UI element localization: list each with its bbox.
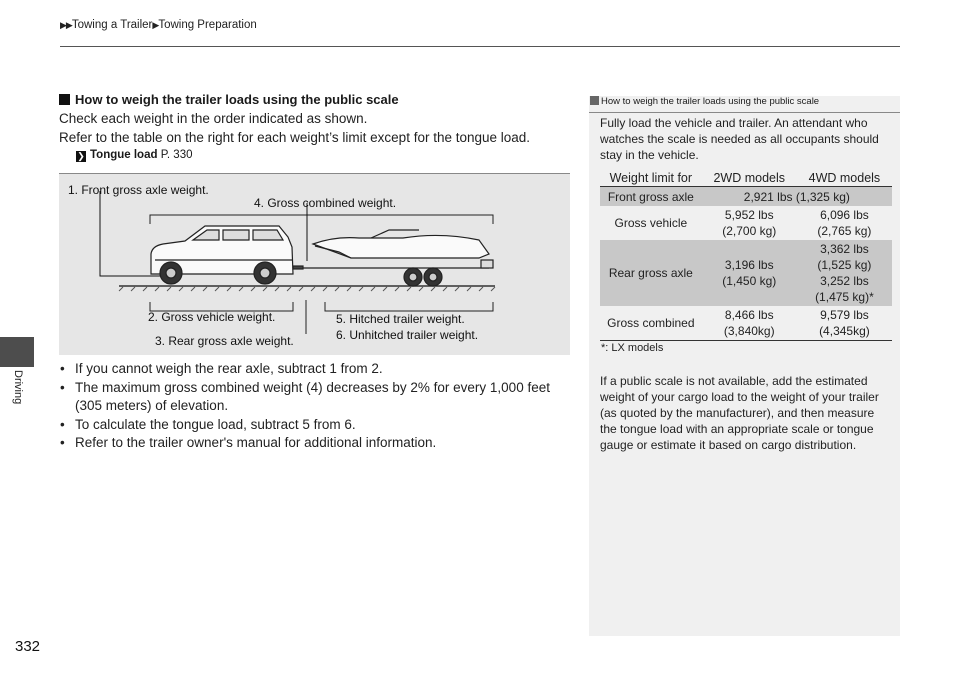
list-item: • If you cannot weigh the rear axle, subtract 1 from 2.: [59, 360, 574, 379]
header-divider: [60, 46, 900, 47]
chapter-tab-marker: [0, 337, 34, 367]
table-cell: 2,921 lbs (1,325 kg): [702, 187, 892, 207]
table-row: [600, 240, 892, 306]
table-row: [600, 206, 892, 240]
label-gross-combined: 4. Gross combined weight.: [254, 196, 397, 210]
page-number: 332: [15, 638, 41, 655]
suv-vehicle: [151, 226, 303, 284]
breadcrumb-item-towing-preparation[interactable]: Towing Preparation: [158, 19, 257, 31]
section-square-icon: [59, 94, 70, 105]
boat-trailer: [303, 230, 493, 286]
row-label: Rear gross axle: [600, 240, 702, 306]
table-cell: 8,466 lbs (3,840kg): [702, 306, 797, 341]
breadcrumb-item-towing-a-trailer[interactable]: Towing a Trailer: [71, 19, 153, 31]
table-cell: 5,952 lbs (2,700 kg): [722, 208, 777, 238]
table-header: 2WD models: [702, 170, 797, 187]
row-label: Gross combined: [600, 306, 702, 341]
xref-page: P. 330: [160, 149, 193, 161]
table-cell: 9,579 lbs (4,345kg): [797, 306, 892, 341]
list-item: • Refer to the trailer owner's manual for additional information.: [59, 434, 574, 453]
row-label: Gross vehicle: [614, 216, 688, 230]
table-footnote: *: LX models: [601, 342, 664, 354]
xref-arrow-icon: ❯: [77, 151, 85, 161]
list-item: • To calculate the tongue load, subtract 5 from 6.: [59, 416, 574, 435]
table-header-row: [600, 170, 892, 187]
table-header: 4WD models: [797, 170, 892, 187]
ground-hatching: [119, 287, 495, 291]
xref-label: Tongue load: [90, 149, 158, 161]
section-title: [59, 92, 399, 107]
note-icon: [590, 96, 599, 105]
side-note-title: [589, 96, 900, 113]
side-note-title-text: How to weigh the trailer loads using the public scale: [601, 96, 820, 107]
table-cell: 6,096 lbs (2,765 kg): [817, 208, 872, 238]
table-row: [600, 187, 892, 207]
weight-limit-table: [600, 170, 892, 341]
gross-combined-bracket: [150, 215, 493, 224]
side-note-intro: Fully load the vehicle and trailer. An attendant who watches the scale is needed as all occupants should stay in the vehicle.: [600, 116, 879, 162]
breadcrumb-separator-icon: ▶: [152, 20, 159, 30]
section-title-text: How to weigh the trailer loads using the public scale: [75, 92, 399, 107]
label-hitched-trailer: 5. Hitched trailer weight.: [336, 312, 465, 326]
row-label: Front gross axle: [600, 187, 702, 207]
label-gross-vehicle: 2. Gross vehicle weight.: [148, 310, 276, 324]
breadcrumb-arrow-icon: ▶▶: [60, 20, 72, 30]
breadcrumb: [60, 19, 257, 31]
label-unhitched-trailer: 6. Unhitched trailer weight.: [336, 328, 479, 342]
cross-reference-link[interactable]: [76, 149, 192, 162]
trailer-bracket: [325, 302, 493, 311]
label-front-gross-axle: 1. Front gross axle weight.: [68, 183, 209, 197]
table-row: [600, 306, 892, 341]
chapter-tab-label: Driving: [12, 370, 24, 405]
side-note-closing: If a public scale is not available, add the estimated weight of your cargo load to the weight of your trailer (as quoted by the manufacturer), and then measure the tongue load with an appropriate scale or tongue gauge or estimate it based on cargo distribution.: [600, 374, 879, 452]
weighing-diagram: [59, 173, 570, 355]
table-cell: 3,362 lbs (1,525 kg) 3,252 lbs (1,475 kg)*: [797, 240, 892, 306]
label-rear-gross-axle: 3. Rear gross axle weight.: [155, 334, 294, 348]
list-item: • The maximum gross combined weight (4) decreases by 2% for every 1,000 feet (305 meters) of elevation.: [59, 379, 574, 416]
bullet-list: [59, 360, 574, 453]
instruction-paragraph-2: Refer to the table on the right for each weight’s limit except for the tongue load.: [59, 130, 531, 145]
table-cell: 3,196 lbs (1,450 kg): [702, 240, 797, 306]
instruction-paragraph-1: Check each weight in the order indicated as shown.: [59, 111, 368, 126]
table-header: Weight limit for: [600, 170, 702, 187]
